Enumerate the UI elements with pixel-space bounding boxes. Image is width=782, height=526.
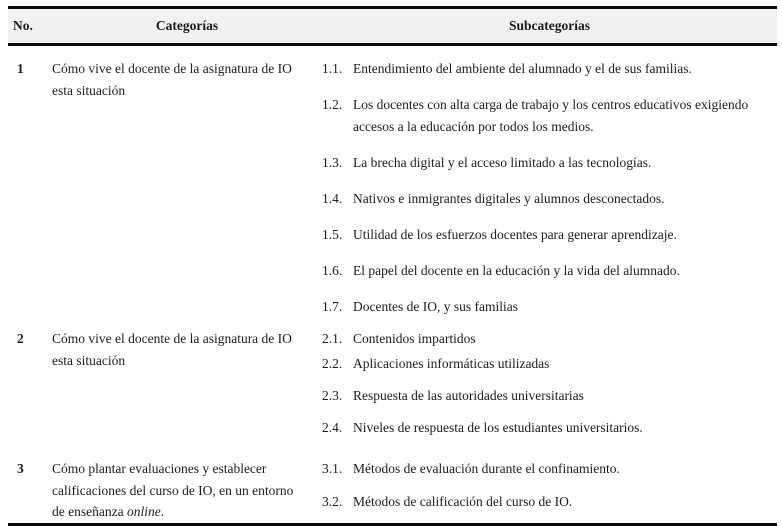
category-cell: Cómo vive el docente de la asignatura de IO esta situación [52, 61, 292, 98]
subcategory-item [322, 353, 777, 375]
subcategory-item [322, 188, 777, 210]
table-row [8, 458, 777, 523]
subcategories-cell [322, 458, 777, 513]
subcategory-text: Utilidad de los esfuerzos docentes para generar aprendizaje. [353, 227, 677, 242]
subcategory-number: 1.2. [322, 97, 343, 112]
category-text-suffix: . [160, 504, 165, 519]
table-header-row [8, 6, 777, 46]
subcategory-text: La brecha digital y el acceso limitado a las tecnologías. [353, 155, 652, 170]
table-row [8, 328, 777, 439]
subcategory-text: Métodos de evaluación durante el confinamiento. [353, 461, 620, 476]
subcategory-item [322, 58, 777, 80]
row-number: 1 [17, 61, 24, 76]
subcategory-number: 2.1. [322, 331, 343, 346]
table-body [8, 46, 777, 523]
header-categorias: Categorías [155, 18, 219, 33]
subcategory-item [322, 296, 777, 318]
category-cell: Cómo vive el docente de la asignatura de IO esta situación [52, 331, 292, 368]
header-subcategorias: Subcategorías [509, 18, 590, 33]
subcategory-item [322, 458, 777, 480]
table-row [8, 58, 777, 318]
subcategory-number: 1.4. [322, 191, 343, 206]
subcategory-item [322, 224, 777, 246]
subcategory-text: Docentes de IO, y sus familias [353, 299, 518, 314]
header-no: No. [13, 18, 33, 33]
subcategory-number: 2.3. [322, 388, 343, 403]
subcategory-number: 2.4. [322, 420, 343, 435]
category-text-italic: online [126, 504, 161, 519]
subcategory-text: El papel del docente en la educación y la vida del alumnado. [353, 263, 680, 278]
subcategory-text: Nativos e inmigrantes digitales y alumnos desconectados. [353, 191, 665, 206]
subcategory-item [322, 385, 777, 407]
subcategory-number: 1.1. [322, 61, 343, 76]
subcategory-text: Respuesta de las autoridades universitarias [353, 388, 584, 403]
subcategory-item [322, 152, 777, 174]
subcategories-cell [322, 58, 777, 318]
subcategory-text: Niveles de respuesta de los estudiantes universitarios. [353, 420, 643, 435]
subcategory-item [322, 328, 777, 350]
subcategory-item [322, 491, 777, 513]
subcategory-number: 1.7. [322, 299, 343, 314]
subcategory-number: 3.1. [322, 461, 343, 476]
categories-table [8, 6, 777, 526]
subcategory-text: Los docentes con alta carga de trabajo y los centros educativos exigiendo accesos a la educación por todos los medios. [353, 97, 749, 134]
subcategory-item [322, 417, 777, 439]
subcategory-text: Contenidos impartidos [353, 331, 476, 346]
category-cell [52, 458, 322, 523]
subcategory-text: Métodos de calificación del curso de IO. [353, 494, 573, 509]
subcategory-number: 1.6. [322, 263, 343, 278]
subcategories-cell [322, 328, 777, 439]
subcategory-item [322, 94, 777, 138]
row-number: 2 [17, 331, 24, 346]
subcategory-number: 1.3. [322, 155, 343, 170]
subcategory-number: 3.2. [322, 494, 343, 509]
row-number: 3 [17, 461, 24, 476]
category-text: Cómo plantar evaluaciones y establecer calificaciones del curso de IO, en un entorno de enseñanza [52, 461, 294, 519]
subcategory-text: Aplicaciones informáticas utilizadas [353, 356, 550, 371]
subcategory-text: Entendimiento del ambiente del alumnado y el de sus familias. [353, 61, 692, 76]
subcategory-number: 2.2. [322, 356, 343, 371]
subcategory-item [322, 260, 777, 282]
subcategory-number: 1.5. [322, 227, 343, 242]
